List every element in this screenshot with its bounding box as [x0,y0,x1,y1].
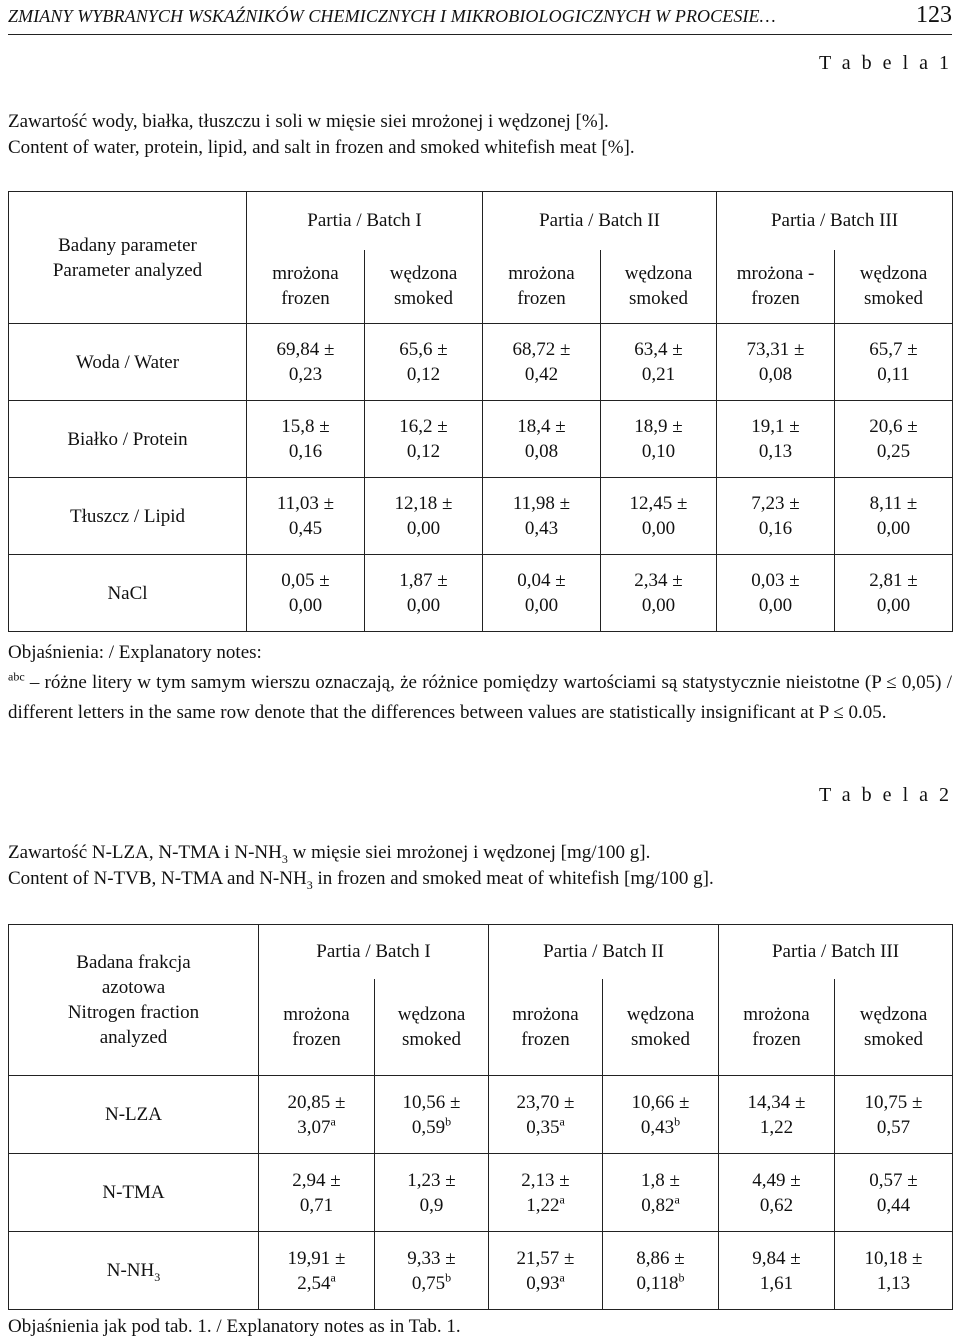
cell-sd: 0,23 [288,364,323,385]
table1-caption-en: Content of water, protein, lipid, and salt in frozen and smoked whitefish meat [%]. [8,137,635,158]
cell-sd: 0,00 [406,595,441,616]
data-cell [835,1076,953,1154]
table2-caption-pl [8,840,952,866]
data-cell [489,1232,603,1310]
cell-sd: 0,62 [759,1194,794,1216]
notes-text-block [8,668,952,728]
cell-mean: 10,66 ± [631,1091,690,1113]
cell-sd: 0,16 [758,518,793,539]
cell-sd: 0,118 [636,1272,679,1294]
data-cell [365,324,483,401]
column-header [375,979,489,1076]
table-row [9,1154,953,1232]
column-header-pl: mrożona [283,1003,350,1025]
row-parameter [9,1232,259,1310]
significance-letter: a [674,1192,680,1207]
data-cell [835,1232,953,1310]
significance-letter: b [445,1114,452,1129]
column-header-en: smoked [863,288,924,310]
table1-caption-pl: Zawartość wody, białka, tłuszczu i soli w mięsie siei mrożonej i wędzonej [%]. [8,111,609,132]
cell-mean: 9,33 ± [407,1247,456,1269]
column-header-pl: wędzona [859,263,928,285]
column-header-en: frozen [292,1028,341,1050]
cell-mean: 1,87 ± [399,570,448,591]
notes-title: Objaśnienia: / Explanatory notes: [8,642,262,663]
cell-sd-line [719,1271,834,1296]
header-line: analyzed [99,1027,168,1048]
cell-mean: 7,23 ± [751,493,800,514]
cell-mean: 1,8 ± [641,1169,680,1191]
cell-mean: 12,18 ± [394,493,453,514]
cell-sd: 0,93 [526,1272,560,1294]
data-cell [717,555,835,632]
cell-mean: 10,56 ± [402,1091,461,1113]
row-parameter [9,1154,259,1232]
table2-caption-en [8,866,952,892]
cell-sd-line [603,1271,718,1296]
cell-sd-line [259,1115,374,1140]
data-cell [719,1154,835,1232]
cell-mean: 10,75 ± [864,1091,923,1113]
running-title: ZMIANY WYBRANYCH WSKAŹNIKÓW CHEMICZNYCH I MIKROBIOLOGICZNYCH W PROCESIE… [8,6,776,26]
data-cell [603,1154,719,1232]
caption-text: Zawartość N-LZA, N-TMA i N-NH [8,842,282,863]
column-header [247,250,365,324]
cell-mean: 65,7 ± [869,339,918,360]
significance-letter: a [330,1270,336,1285]
notes-text: – różne litery w tym samym wierszu oznaczają, że różnice pomiędzy wartościami są statystycznie nieistotne (P ≤ 0,05) / different letters in the same row denote that the differences between values are statistically insignificant at P ≤ 0.05. [8,672,952,723]
cell-sd: 0,16 [288,441,323,462]
cell-mean: 73,31 ± [746,339,805,360]
data-cell [717,478,835,555]
column-header-en: frozen [752,1028,801,1050]
column-header-pl: wędzona [397,1003,466,1025]
parameter-name: N-NH [106,1260,155,1281]
cell-sd-line [489,1115,602,1140]
caption-sub: 3 [306,877,313,892]
cell-sd: 0,00 [288,595,323,616]
data-cell [603,1232,719,1310]
cell-sd: 0,45 [288,518,323,539]
data-cell [375,1154,489,1232]
cell-mean: 10,18 ± [864,1247,923,1269]
table-row [9,555,953,632]
cell-sd-line [603,1193,718,1218]
cell-sd-line [835,1271,952,1296]
cell-mean: 4,49 ± [752,1169,801,1191]
cell-sd-line [259,1193,374,1218]
cell-sd-line [719,1193,834,1218]
cell-mean: 18,4 ± [517,416,566,437]
batch-header: Partia / Batch II [489,925,719,979]
column-header-en: frozen [517,288,566,310]
table1-label: T a b e l a 1 [818,52,952,74]
table-row [9,478,953,555]
cell-sd: 0,21 [641,364,676,385]
cell-mean: 68,72 ± [512,339,571,360]
table1-notes [8,638,952,728]
header-line: Badany parameter [58,234,197,256]
column-header [259,979,375,1076]
cell-sd-line [375,1271,488,1296]
table-row [9,1232,953,1310]
header-line: azotowa [101,977,166,998]
cell-sd: 1,61 [759,1272,794,1294]
cell-mean: 19,1 ± [751,416,800,437]
cell-mean: 63,4 ± [634,339,683,360]
data-cell [601,401,717,478]
data-cell [719,1076,835,1154]
column-header-pl: wędzona [389,263,458,285]
table-row [9,1076,953,1154]
cell-sd: 1,22 [526,1194,560,1216]
table2-label: T a b e l a 2 [818,784,952,806]
table2-caption [8,840,952,892]
data-cell [489,1154,603,1232]
batch-header: Partia / Batch III [719,925,953,979]
cell-sd: 0,08 [758,364,793,385]
header-line: Parameter analyzed [52,259,203,281]
data-cell [601,324,717,401]
batch-header: Partia / Batch I [259,925,489,979]
data-cell [835,555,953,632]
table-row [9,324,953,401]
cell-mean: 65,6 ± [399,339,448,360]
cell-sd: 0,12 [406,364,441,385]
column-header-pl: mrożona [508,263,575,285]
cell-sd: 0,12 [406,441,441,462]
cell-mean: 0,03 ± [751,570,800,591]
cell-mean: 0,57 ± [869,1169,918,1191]
data-cell [483,401,601,478]
table2-param-header [9,925,259,1076]
row-parameter: Białko / Protein [9,401,247,478]
batch-header: Partia / Batch I [247,192,483,250]
cell-sd: 3,07 [297,1116,331,1138]
parameter-name: N-TMA [102,1182,165,1203]
row-parameter: Tłuszcz / Lipid [9,478,247,555]
cell-mean: 0,04 ± [517,570,566,591]
column-header-pl: wędzona [626,1003,695,1025]
cell-mean: 23,70 ± [516,1091,575,1113]
table1-caption [8,109,952,161]
column-header-en: frozen [521,1028,570,1050]
cell-sd: 0,82 [641,1194,675,1216]
data-cell [247,555,365,632]
data-cell [247,401,365,478]
row-parameter: Woda / Water [9,324,247,401]
caption-text: w mięsie siei mrożonej i wędzonej [mg/100 g]. [287,842,651,863]
cell-sd-line [489,1271,602,1296]
cell-sd: 0,00 [641,595,676,616]
data-cell [717,401,835,478]
cell-mean: 15,8 ± [281,416,330,437]
significance-letter: b [678,1270,685,1285]
parameter-sub: 3 [154,1269,161,1284]
data-cell [259,1154,375,1232]
significance-letter: a [559,1270,565,1285]
column-header [835,979,953,1076]
cell-sd: 0,43 [640,1116,675,1138]
column-header-en: frozen [281,288,330,310]
cell-sd: 1,22 [759,1116,794,1138]
column-header-en: smoked [863,1028,924,1050]
parameter-name: N-LZA [105,1104,162,1125]
caption-text: Content of N-TVB, N-TMA and N-NH [8,868,307,889]
cell-sd: 0,13 [758,441,793,462]
caption-text: in frozen and smoked meat of whitefish [mg/100 g]. [312,868,714,889]
cell-sd: 0,43 [524,518,559,539]
data-cell [719,1232,835,1310]
cell-sd-line [489,1193,602,1218]
data-cell [259,1076,375,1154]
data-cell [835,324,953,401]
notes-marker: abc [8,669,25,684]
data-cell [717,324,835,401]
data-cell [365,555,483,632]
cell-sd-line [603,1115,718,1140]
cell-sd-line [375,1193,488,1218]
column-header [483,250,601,324]
cell-mean: 8,86 ± [636,1247,685,1269]
column-header [719,979,835,1076]
cell-sd: 0,71 [299,1194,334,1216]
table2 [8,924,953,1310]
cell-sd-line [375,1115,488,1140]
significance-letter: a [559,1114,565,1129]
cell-sd-line [835,1193,952,1218]
significance-letter: b [674,1114,681,1129]
cell-sd: 0,57 [876,1116,911,1138]
data-cell [483,324,601,401]
cell-sd: 0,00 [641,518,676,539]
data-cell [375,1232,489,1310]
column-header [601,250,717,324]
data-cell [247,478,365,555]
batch-header: Partia / Batch III [717,192,953,250]
column-header [365,250,483,324]
data-cell [247,324,365,401]
column-header-pl: mrożona - [736,263,815,285]
cell-sd: 2,54 [297,1272,331,1294]
table1-param-header [9,192,247,324]
cell-mean: 2,13 ± [521,1169,570,1191]
cell-mean: 0,05 ± [281,570,330,591]
data-cell [375,1076,489,1154]
data-cell [483,478,601,555]
column-header [835,250,953,324]
cell-sd: 0,35 [526,1116,560,1138]
column-header-en: frozen [751,288,800,310]
column-header-en: smoked [393,288,454,310]
data-cell [489,1076,603,1154]
cell-sd: 0,00 [876,595,911,616]
cell-sd: 0,25 [876,441,911,462]
cell-sd: 0,9 [419,1194,444,1216]
cell-mean: 1,23 ± [407,1169,456,1191]
cell-mean: 9,84 ± [752,1247,801,1269]
cell-sd: 0,00 [406,518,441,539]
cell-mean: 2,94 ± [292,1169,341,1191]
data-cell [365,401,483,478]
cell-mean: 14,34 ± [747,1091,806,1113]
data-cell [835,1154,953,1232]
cell-mean: 20,85 ± [287,1091,346,1113]
cell-sd: 0,08 [524,441,559,462]
data-cell [835,401,953,478]
cell-sd: 1,13 [876,1272,911,1294]
data-cell [259,1232,375,1310]
cell-mean: 2,34 ± [634,570,683,591]
cell-mean: 18,9 ± [634,416,683,437]
cell-sd-line [259,1271,374,1296]
data-cell [835,478,953,555]
row-parameter: NaCl [9,555,247,632]
header-line: Badana frakcja [76,952,191,973]
cell-sd: 0,10 [641,441,676,462]
data-cell [601,478,717,555]
cell-mean: 16,2 ± [399,416,448,437]
row-parameter [9,1076,259,1154]
column-header-en: smoked [401,1028,462,1050]
significance-letter: a [330,1114,336,1129]
cell-mean: 11,98 ± [512,493,571,514]
caption-sub: 3 [281,851,288,866]
cell-mean: 12,45 ± [629,493,688,514]
column-header-pl: wędzona [624,263,693,285]
column-header [603,979,719,1076]
table2-footnote: Objaśnienia jak pod tab. 1. / Explanatory notes as in Tab. 1. [8,1316,461,1337]
column-header-pl: wędzona [859,1003,928,1025]
table-row [9,401,953,478]
cell-mean: 19,91 ± [287,1247,346,1269]
table1 [8,191,953,632]
column-header-en: smoked [630,1028,691,1050]
data-cell [603,1076,719,1154]
page-number: 123 [916,2,952,28]
cell-mean: 20,6 ± [869,416,918,437]
data-cell [483,555,601,632]
cell-sd: 0,00 [758,595,793,616]
cell-mean: 21,57 ± [516,1247,575,1269]
cell-sd: 0,44 [876,1194,911,1216]
page-header [8,0,952,35]
cell-sd-line [835,1115,952,1140]
data-cell [365,478,483,555]
cell-mean: 2,81 ± [869,570,918,591]
significance-letter: a [559,1192,565,1207]
header-line: Nitrogen fraction [67,1002,200,1023]
cell-sd: 0,00 [524,595,559,616]
cell-sd-line [719,1115,834,1140]
significance-letter: b [445,1270,452,1285]
data-cell [601,555,717,632]
cell-mean: 69,84 ± [276,339,335,360]
cell-sd: 0,42 [524,364,559,385]
column-header-en: smoked [628,288,689,310]
column-header-pl: mrożona [743,1003,810,1025]
cell-mean: 11,03 ± [276,493,335,514]
column-header [717,250,835,324]
cell-sd: 0,59 [411,1116,446,1138]
column-header-pl: mrożona [272,263,339,285]
cell-sd: 0,00 [876,518,911,539]
column-header-pl: mrożona [512,1003,579,1025]
batch-header: Partia / Batch II [483,192,717,250]
column-header [489,979,603,1076]
cell-mean: 8,11 ± [869,493,918,514]
cell-sd: 0,75 [411,1272,446,1294]
cell-sd: 0,11 [877,364,910,385]
